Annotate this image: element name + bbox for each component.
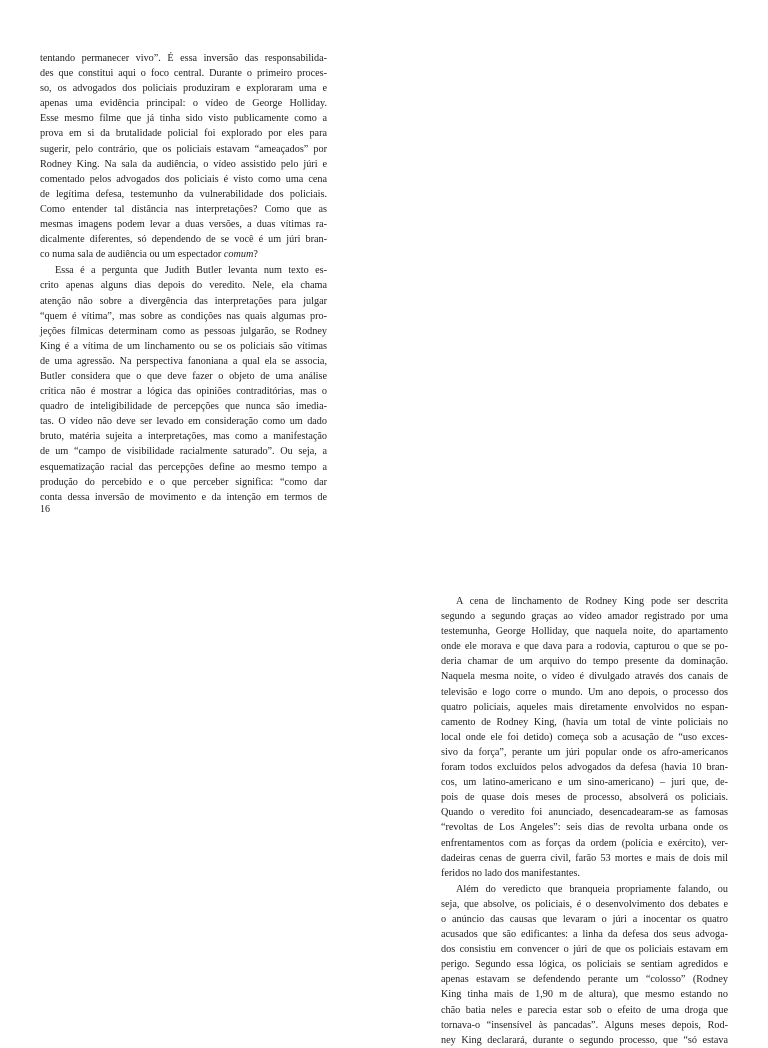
text-line: crítica não é mostrar a lógica das opiniões contraditórias, mas o	[40, 386, 327, 398]
text-line: esquematização racial das percepções define ao mesmo tempo a	[40, 461, 327, 473]
text-line: apenas estavam se defendendo perante um “colosso” (Rodney	[441, 974, 728, 986]
text-line: prova em si da brutalidade policial foi explorado por eles para	[40, 128, 327, 140]
text-line: mesmas imagens podem levar a duas versões, a duas vítimas ra-	[40, 219, 327, 231]
text-line: so, os advogados dos policiais produziram e exploraram uma e	[40, 83, 327, 95]
text-line: King tinha mais de 1,90 m de altura), que mesmo estando no	[441, 989, 728, 1001]
text-line: Butler considera que o que deve fazer o objeto de uma análise	[40, 370, 327, 382]
text-line: Esse mesmo filme que já tinha sido visto publicamente como a	[40, 113, 327, 125]
text-line: Essa é a pergunta que Judith Butler levanta num texto es-	[55, 265, 327, 277]
right-page-text-column	[441, 594, 728, 1048]
paragraph	[441, 594, 728, 881]
text-line: onde ele morava e que dava para a rodovia, capturou o que se po-	[441, 641, 728, 653]
text-line: A cena de linchamento de Rodney King pode ser descrita	[456, 596, 728, 607]
text-line: o anúncio das causas que levaram o júri a inocentar os quatro	[441, 913, 728, 925]
text-line: dos consistiu em convencer o júri de que os policiais estavam em	[441, 944, 728, 956]
text-line: crito apenas alguns dias depois do veredito. Nele, ela chama	[40, 280, 327, 292]
text-line: televisão e logo corre o mundo. Um ano depois, o processo dos	[441, 686, 728, 698]
paragraph	[40, 51, 327, 262]
text-line: “quem é vítima”, mas sobre as condições nas quais algumas pro-	[40, 310, 327, 322]
text-line: acusados que são edificantes: a linha da defesa dos seus advoga-	[441, 929, 728, 941]
text-line: Naquela mesma noite, o vídeo é divulgado através dos canais de	[441, 671, 728, 683]
text-line: foram todos excluídos pelos advogados da defesa (havia 10 bran-	[441, 762, 728, 774]
text-line: de um “campo de visibilidade racialmente saturado”. Ou seja, a	[40, 446, 327, 458]
text-segment: co numa sala de audiência ou um espectador	[40, 249, 224, 261]
text-line: local onde ele foi detido) começa sob a acusação de “uso exces-	[441, 731, 728, 743]
text-line: enfrentamentos com as forças da ordem (polícia e exército), ver-	[441, 837, 728, 849]
text-line: apenas uma evidência principal: o vídeo de George Holliday.	[40, 98, 327, 110]
paragraph	[40, 263, 327, 505]
text-line	[40, 247, 327, 262]
text-line: cos, um latino-americano e um sino-americano) – juri que, de-	[441, 777, 728, 789]
text-line: pois de quase dois meses de processo, absolverá os policiais.	[441, 792, 728, 804]
paragraph	[441, 882, 728, 1048]
text-line: testemunha, George Holliday, que naquela noite, do apartamento	[441, 626, 728, 638]
text-line: produção do percebido e o que perceber significa: “como dar	[40, 476, 327, 488]
text-line: bruto, matéria sujeita a interpretações, mas como a manifestação	[40, 431, 327, 443]
text-line: perigo. Segundo essa lógica, os policiais se sentiam agredidos e	[441, 959, 728, 971]
text-line: quadro de inteligibilidade de percepções que nunca são imedia-	[40, 401, 327, 413]
text-line: Quando o veredito foi anunciado, desencadearam-se as famosas	[441, 807, 728, 819]
text-line: King é a vítima de um linchamento ou se os policiais são vítimas	[40, 340, 327, 352]
text-segment: ?	[253, 249, 258, 261]
text-line: quatro policiais, aqueles mais diretamente envolvidos no espan-	[441, 701, 728, 713]
text-line: sugerir, pelo contrário, que os policiais estavam “ameaçados” por	[40, 143, 327, 155]
text-line: sivo da força”, perante um júri popular onde os afro-americanos	[441, 746, 728, 758]
text-line: Além do veredicto que branqueia propriamente falando, ou	[456, 883, 728, 895]
text-line: jeções fílmicas determinam como as pessoas julgarão, se Rodney	[40, 325, 327, 337]
text-line: conta dessa inversão de movimento e da intenção em termos de	[40, 491, 327, 503]
text-line: deria chamar de um arquivo do tempo presente da dominação.	[441, 656, 728, 668]
text-line: de uma agressão. Na perspectiva fanoniana a qual ela se associa,	[40, 355, 327, 367]
text-line: segundo a segundo graças ao vídeo amador registrado por uma	[441, 611, 728, 623]
text-line: de legítima defesa, testemunho da vulnerabilidade dos policiais.	[40, 188, 327, 200]
text-line: camento de Rodney King, (havia um total de vinte policiais no	[441, 716, 728, 728]
text-line: “revoltas de Los Angeles”: seis dias de revolta urbana onde os	[441, 822, 728, 834]
text-line: tas. O vídeo não deve ser levado em consideração como um dado	[40, 416, 327, 428]
text-line: Como entender tal distância nas interpretações? Como que as	[40, 203, 327, 215]
text-line: tornava-o “insensível às pancadas”. Alguns meses depois, Rod-	[441, 1019, 728, 1031]
text-line: dadeiras cenas de guerra civil, farão 53 mortes e mais de dois mil	[441, 852, 728, 864]
left-page-text-column	[40, 51, 327, 505]
emphasized-text: comum	[223, 249, 254, 261]
page-number: 16	[40, 504, 50, 515]
text-line: atenção não sobre a divergência das interpretações para julgar	[40, 295, 327, 307]
text-line: Rodney King. Na sala da audiência, o vídeo assistido pelo júri e	[40, 158, 327, 170]
text-line: dicalmente diferentes, só dependendo de se você é um júri bran-	[40, 234, 327, 246]
text-line: seja, que absolve, os policiais, é o desenvolvimento dos debates e	[441, 898, 728, 910]
text-line: ney King declarará, durante o segundo processo, que “só estava	[441, 1034, 728, 1046]
text-line: tentando permanecer vivo”. É essa inversão das responsabilida-	[40, 53, 327, 64]
text-line: chão batia neles e parecia estar sob o efeito de uma droga que	[441, 1004, 728, 1016]
text-line: des que constitui aqui o foco central. Durante o primeiro proces-	[40, 68, 327, 80]
text-line: comentado pelos advogados dos policiais é visto como uma cena	[40, 173, 327, 185]
text-line: feridos no lado dos manifestantes.	[441, 867, 580, 879]
